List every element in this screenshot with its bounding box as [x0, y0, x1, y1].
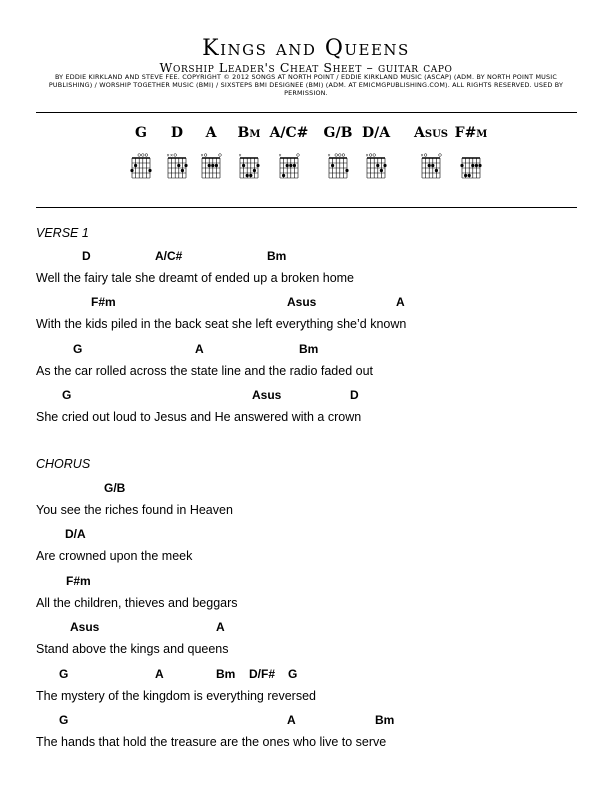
- chord-symbol: G/B: [104, 481, 126, 495]
- lyric-line: As the car rolled across the state line and the radio faded out: [36, 364, 374, 378]
- top-divider: [36, 112, 577, 113]
- svg-text:×: ×: [238, 152, 242, 158]
- chord-diagram-a: [199, 152, 223, 184]
- bottom-divider: [36, 207, 577, 208]
- lyric-line: Are crowned upon the meek: [36, 549, 193, 563]
- chord-symbol: Asus: [70, 620, 100, 634]
- chord-line: [0, 527, 612, 543]
- chord-symbol: F#m: [91, 295, 116, 309]
- chord-name-a: A: [205, 125, 217, 141]
- lyric-line: Stand above the kings and queens: [36, 642, 229, 656]
- chord-name-d: D: [170, 125, 184, 141]
- lyric-line: The hands that hold the treasure are the ones who live to serve: [36, 735, 387, 749]
- chord-symbol: Bm: [299, 342, 319, 356]
- chord-symbol: A/C#: [155, 249, 183, 263]
- chord-symbol: Bm: [216, 667, 236, 681]
- chord-symbol: G: [62, 388, 72, 402]
- chord-symbol: A: [155, 667, 164, 681]
- song-subtitle: Worship Leader's Cheat Sheet – guitar capo: [159, 60, 453, 75]
- svg-text:×: ×: [420, 152, 424, 158]
- chord-line: [0, 713, 612, 729]
- chord-symbol: D: [350, 388, 359, 402]
- chord-diagram-g: [129, 152, 153, 184]
- song-title: Kings and Queens: [202, 36, 410, 61]
- chord-symbol: Asus: [252, 388, 282, 402]
- chord-line: [0, 388, 612, 404]
- chord-diagram-bm: [237, 152, 261, 184]
- lyric-line: With the kids piled in the back seat she left everything she’d known: [36, 317, 407, 331]
- svg-text:×: ×: [365, 152, 369, 158]
- chord-line: [0, 574, 612, 590]
- chord-symbol: F#m: [66, 574, 91, 588]
- chord-name-g: G: [135, 125, 147, 141]
- chord-symbol: D/F#: [249, 667, 276, 681]
- lyric-line: She cried out loud to Jesus and He answered with a crown: [36, 410, 362, 424]
- lyric-line: The mystery of the kingdom is everything reversed: [36, 689, 316, 703]
- chord-diagram-g-over-b: [326, 152, 350, 184]
- chord-symbol: D/A: [65, 527, 86, 541]
- svg-text:×: ×: [327, 152, 331, 158]
- lyric-line: Well the fairy tale she dreamt of ended up a broken home: [36, 271, 355, 285]
- copyright-credits: BY EDDIE KIRKLAND AND STEVE FEE. COPYRIGHT © 2012 SONGS AT NORTH POINT / EDDIE KIRKLAND MUSIC (ASCAP) (ADM. BY NORTH POINT MUSIC PUBLISHING) / WORSHIP TOGETHER MUSIC (BMI) / SIXSTEPS BMI DESIGNEE (BMI) (ADM. AT EMICMGPUBLISHING.COM). ALL RIGHTS RESERVED. USED BY PERMISSION.: [48, 73, 564, 97]
- chord-diagram-fsharpm: [459, 152, 483, 184]
- section-label: CHORUS: [36, 457, 91, 471]
- section-label: VERSE 1: [36, 226, 89, 240]
- chord-diagram-d: [165, 152, 189, 184]
- lyric-line: You see the riches found in Heaven: [36, 503, 233, 517]
- chord-line: [0, 295, 612, 311]
- chord-line: [0, 249, 612, 265]
- chord-symbol: G: [288, 667, 298, 681]
- chord-symbol: Asus: [287, 295, 317, 309]
- chord-line: [0, 667, 612, 683]
- chord-name-bm: Bm: [237, 125, 261, 141]
- chord-name-a-over-csharp: A/C#: [269, 125, 309, 141]
- chord-line: [0, 481, 612, 497]
- chord-symbol: G: [59, 667, 69, 681]
- chord-name-fsharpm: F#m: [454, 125, 488, 141]
- chord-name-g-over-b: G/B: [323, 125, 353, 141]
- chord-symbol: A: [195, 342, 204, 356]
- chord-line: [0, 342, 612, 358]
- chord-symbol: G: [59, 713, 69, 727]
- chord-diagram-d-over-a: [364, 152, 388, 184]
- chord-diagram-asus: [419, 152, 443, 184]
- svg-text:×: ×: [278, 152, 282, 158]
- chord-name-asus: Asus: [413, 125, 449, 141]
- chord-symbol: A: [287, 713, 296, 727]
- chord-name-d-over-a: D/A: [361, 125, 391, 141]
- svg-text:×: ×: [200, 152, 204, 158]
- chord-diagram-a-over-csharp: [277, 152, 301, 184]
- chord-symbol: Bm: [267, 249, 287, 263]
- chord-symbol: G: [73, 342, 83, 356]
- svg-text:×: ×: [166, 152, 170, 158]
- lyric-line: All the children, thieves and beggars: [36, 596, 238, 610]
- chord-symbol: A: [216, 620, 225, 634]
- chord-symbol: Bm: [375, 713, 395, 727]
- chord-symbol: A: [396, 295, 405, 309]
- chord-line: [0, 620, 612, 636]
- svg-text:×: ×: [169, 152, 174, 158]
- chord-symbol: D: [82, 249, 91, 263]
